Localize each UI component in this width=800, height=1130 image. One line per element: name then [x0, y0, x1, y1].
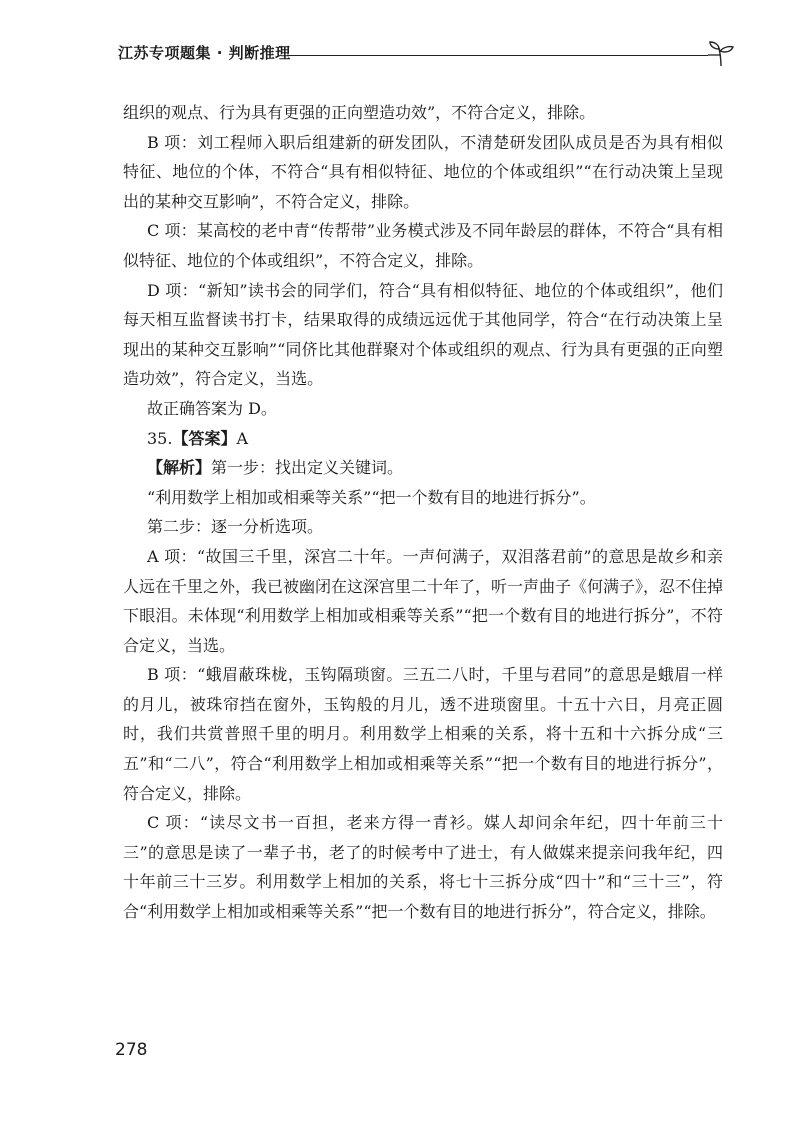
answer-line	[123, 424, 723, 454]
running-header	[118, 38, 730, 68]
answer-tag: 【答案】	[172, 428, 237, 448]
option-b: B 项：“蛾眉蔽珠栊，玉钩隔琐窗。三五二八时，千里与君同”的意思是蛾眉一样的月儿，被珠帘挡在窗外，玉钩般的月儿，透不进琐窗里。十五十六日，月亮正圆时，我们共赏普照千里的明月。利用数学上相乘的关系，将十五和十六拆分成“三五”和“二八”，符合“利用数学上相加或相乘等关系”“把一个数有目的地进行拆分”，符合定义，排除。	[123, 665, 723, 803]
page-number: 278	[115, 1040, 148, 1060]
question-number: 35.	[147, 428, 173, 448]
paragraph: D 项：“新知”读书会的同学们，符合“具有相似特征、地位的个体或组织”，他们每天相互监督读书打卡，结果取得的成绩远远优于其他同学，符合“在行动决策上呈现出的某种交互影响”“同侪比其他群聚对个体或组织的观点、行为具有更强的正向塑造功效”，符合定义，当选。	[123, 280, 723, 389]
answer-value: A	[236, 428, 249, 448]
paragraph: B 项：刘工程师入职后组建新的研发团队，不清楚研发团队成员是否为具有相似特征、地位的个体，不符合“具有相似特征、地位的个体或组织”“在行动决策上呈现出的某种交互影响”，不符合定义，排除。	[123, 132, 723, 211]
option-a: A 项：“故国三千里，深宫二十年。一声何满子，双泪落君前”的意思是故乡和亲人远在千里之外，我已被幽闭在这深宫里二十年了，听一声曲子《何满子》，忍不住掉下眼泪。未体现“利用数学上相加或相乘等关系”“把一个数有目的地进行拆分”，不符合定义，当选。	[123, 546, 724, 655]
paragraph: 故正确答案为 D。	[147, 398, 277, 418]
analysis-step1: 第一步：找出定义关键词。	[211, 458, 404, 478]
sprout-icon	[706, 38, 736, 68]
paragraph: C 项：某高校的老中青“传帮带”业务模式涉及不同年龄层的群体，不符合“具有相似特征、地位的个体或组织”，不符合定义，排除。	[123, 221, 723, 270]
paragraph: 组织的观点、行为具有更强的正向塑造功效”，不符合定义，排除。	[123, 103, 596, 122]
analysis-tag: 【解析】	[147, 458, 212, 478]
option-c: C 项：“读尽文书一百担，老来方得一青衫。媒人却问余年纪，四十年前三十三”的意思是读了一辈子书，老了的时候考中了进士，有人做媒来提亲问我年纪，四十年前三十三岁。利用数学上相加的关系，将七十三拆分成“四十”和“三十三”，符合“利用数学上相加或相乘等关系”“把一个数有目的地进行拆分”，符合定义，排除。	[123, 813, 723, 922]
header-title: 江苏专项题集 · 判断推理	[118, 44, 291, 62]
header-rule	[288, 55, 708, 56]
page-content	[123, 98, 723, 927]
step2-line: 第二步：逐一分析选项。	[147, 517, 324, 537]
keywords-line: “利用数学上相加或相乘等关系”“把一个数有目的地进行拆分”。	[147, 487, 596, 507]
analysis-line	[123, 453, 723, 483]
